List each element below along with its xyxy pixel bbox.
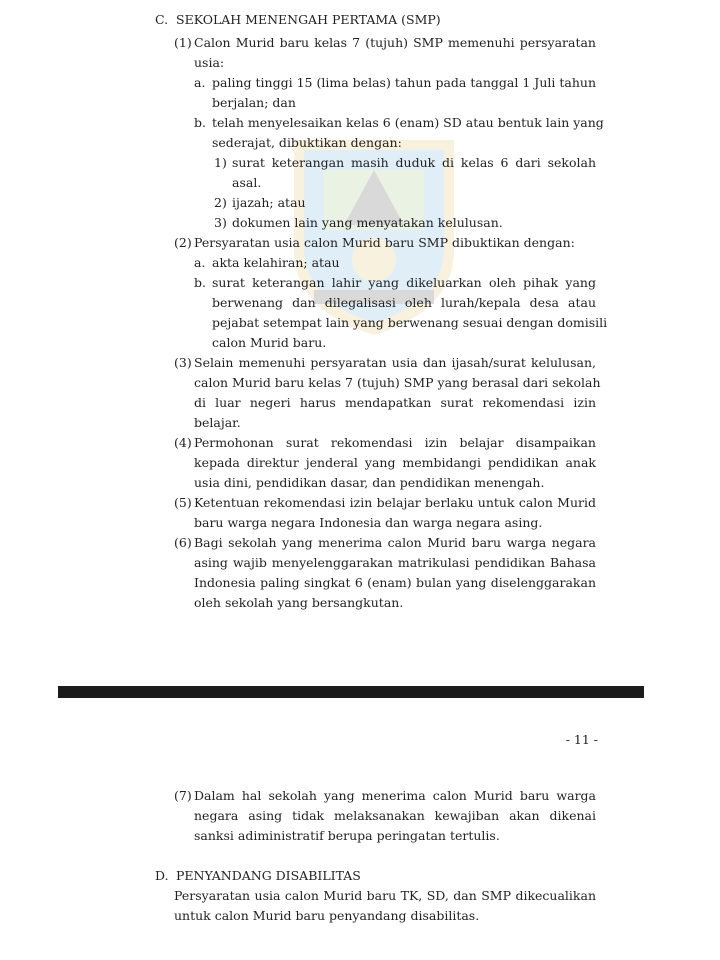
item-4-line-3: usia dini, pendidikan dasar, dan pendidikan menengah. xyxy=(194,475,545,490)
item-3-line-4: belajar. xyxy=(194,415,241,430)
page-break-divider xyxy=(58,686,644,698)
item-1b-line-1: telah menyelesaikan kelas 6 (enam) SD atau bentuk lain yang xyxy=(212,115,604,130)
item-6-num: (6) xyxy=(174,535,192,550)
section-d-label: D. xyxy=(155,868,169,883)
item-2b-line-3: pejabat setempat lain yang berwenang sesuai dengan domisili xyxy=(212,315,608,330)
item-1a-line-1: paling tinggi 15 (lima belas) tahun pada tanggal 1 Juli tahun xyxy=(212,75,596,90)
page-number: - 11 - xyxy=(565,732,598,747)
item-1b1-num: 1) xyxy=(214,155,227,170)
item-5-line-1: Ketentuan rekomendasi izin belajar berlaku untuk calon Murid xyxy=(194,495,596,510)
item-5-num: (5) xyxy=(174,495,192,510)
section-d-line-1: Persyaratan usia calon Murid baru TK, SD, dan SMP dikecualikan xyxy=(174,888,596,903)
item-4-line-1: Permohonan surat rekomendasi izin belajar disampaikan xyxy=(194,435,596,450)
item-6-line-1: Bagi sekolah yang menerima calon Murid baru warga negara xyxy=(194,535,596,550)
item-1b-line-2: sederajat, dibuktikan dengan: xyxy=(212,135,402,150)
item-2-num: (2) xyxy=(174,235,192,250)
item-1b1-line-2: asal. xyxy=(232,175,262,190)
item-3-line-3: di luar negeri harus mendapatkan surat rekomendasi izin xyxy=(194,395,596,410)
item-2b-line-1: surat keterangan lahir yang dikeluarkan oleh pihak yang xyxy=(212,275,596,290)
section-c-title: SEKOLAH MENENGAH PERTAMA (SMP) xyxy=(176,12,441,27)
item-6-line-4: oleh sekolah yang bersangkutan. xyxy=(194,595,404,610)
item-2b-line-4: calon Murid baru. xyxy=(212,335,327,350)
item-2a-line-1: akta kelahiran; atau xyxy=(212,255,340,270)
section-d-line-2: untuk calon Murid baru penyandang disabilitas. xyxy=(174,908,480,923)
item-2b-num: b. xyxy=(194,275,206,290)
item-1b1-line-1: surat keterangan masih duduk di kelas 6 dari sekolah xyxy=(232,155,596,170)
item-7-num: (7) xyxy=(174,788,192,803)
item-2a-num: a. xyxy=(194,255,206,270)
item-1a-num: a. xyxy=(194,75,206,90)
item-1-line-1: Calon Murid baru kelas 7 (tujuh) SMP memenuhi persyaratan xyxy=(194,35,596,50)
item-2b-line-2: berwenang dan dilegalisasi oleh lurah/kepala desa atau xyxy=(212,295,596,310)
item-6-line-2: asing wajib menyelenggarakan matrikulasi pendidikan Bahasa xyxy=(194,555,596,570)
item-1b2-line-1: ijazah; atau xyxy=(232,195,306,210)
item-7-line-1: Dalam hal sekolah yang menerima calon Murid baru warga xyxy=(194,788,596,803)
item-4-line-2: kepada direktur jenderal yang membidangi pendidikan anak xyxy=(194,455,596,470)
item-3-line-1: Selain memenuhi persyaratan usia dan ijasah/surat kelulusan, xyxy=(194,355,596,370)
item-1b-num: b. xyxy=(194,115,206,130)
item-5-line-2: baru warga negara Indonesia dan warga negara asing. xyxy=(194,515,543,530)
item-1b3-num: 3) xyxy=(214,215,227,230)
item-7-line-2: negara asing tidak melaksanakan kewajiban akan dikenai xyxy=(194,808,596,823)
item-3-num: (3) xyxy=(174,355,192,370)
item-1b2-num: 2) xyxy=(214,195,227,210)
item-4-num: (4) xyxy=(174,435,192,450)
item-1-num: (1) xyxy=(174,35,192,50)
item-1b3-line-1: dokumen lain yang menyatakan kelulusan. xyxy=(232,215,503,230)
item-2-line-1: Persyaratan usia calon Murid baru SMP dibuktikan dengan: xyxy=(194,235,575,250)
item-7-line-3: sanksi adiministratif berupa peringatan tertulis. xyxy=(194,828,500,843)
section-d-title: PENYANDANG DISABILITAS xyxy=(176,868,361,883)
item-3-line-2: calon Murid baru kelas 7 (tujuh) SMP yang berasal dari sekolah xyxy=(194,375,601,390)
item-6-line-3: Indonesia paling singkat 6 (enam) bulan yang diselenggarakan xyxy=(194,575,596,590)
item-1-line-2: usia: xyxy=(194,55,225,70)
section-c-label: C. xyxy=(155,12,169,27)
item-1a-line-2: berjalan; dan xyxy=(212,95,296,110)
